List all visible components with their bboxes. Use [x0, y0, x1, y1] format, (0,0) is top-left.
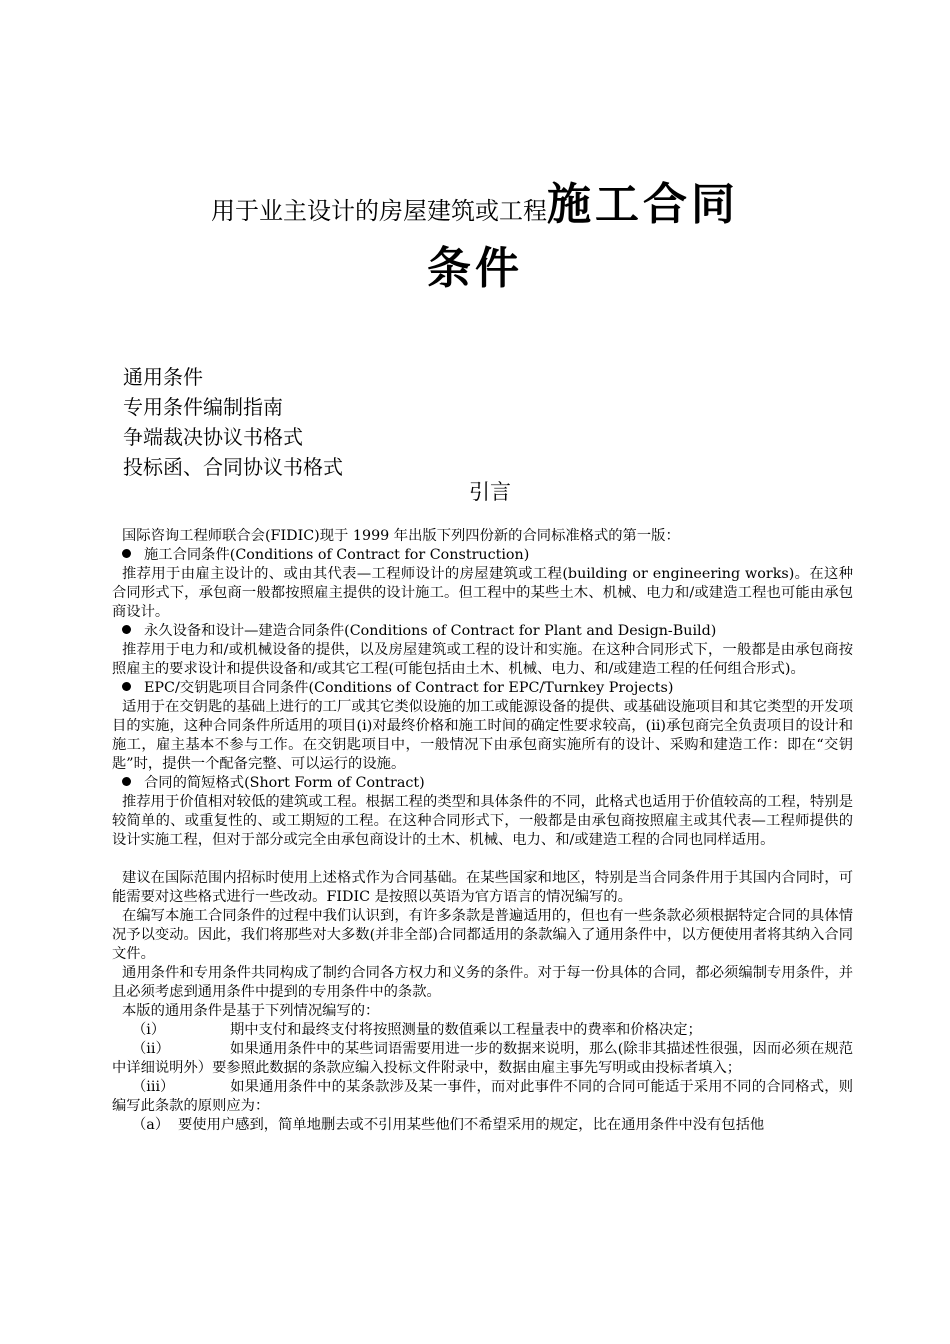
paragraph: 建议在国际范围内招标时使用上述格式作为合同基础。在某些国家和地区，特别是当合同条件用于其国内合同时，可能需要对这些格式进行一些改动。FIDIC 是按照以英语为官方语言的情况编写的。 [112, 870, 853, 905]
intro-heading: 引言 [469, 480, 511, 504]
contents-item: 专用条件编制指南 [123, 395, 283, 419]
list-text: 如果通用条件中的某些词语需要用进一步的数据来说明，那么(除非其描述性很强，因而必须在规范中详细说明外）要参照此数据的条款应编入投标文件附录中，数据由雇主事先写明或由投标者填入； [112, 1041, 853, 1076]
bullet-icon [122, 625, 131, 634]
list-item [112, 1116, 853, 1135]
list-item [112, 1078, 853, 1116]
list-label: （ii） [132, 1041, 170, 1057]
contents-item: 争端裁决协议书格式 [123, 425, 303, 449]
bullet-icon [122, 549, 131, 558]
list-item [112, 1021, 853, 1040]
body-text [112, 527, 853, 1135]
bullet-icon [122, 682, 131, 691]
list-label: （i） [132, 1022, 166, 1038]
paragraph: 在编写本施工合同条件的过程中我们认识到，有许多条款是普遍适用的，但也有一些条款必须根据特定合同的具体情况予以变动。因此，我们将那些对大多数(并非全部)合同都适用的条款编入了通用条件中，以方便使用者将其纳入合同文件。 [112, 908, 853, 962]
blank-line [112, 850, 853, 869]
bullet-text: EPC/交钥匙项目合同条件(Conditions of Contract for EPC/Turnkey Projects) [144, 680, 674, 696]
paragraph: 推荐用于价值相对较低的建筑或工程。根据工程的类型和具体条件的不同，此格式也适用于价值较高的工程，特别是较简单的、或重复性的、或工期短的工程。在这种合同形式下，一般都是由承包商按照雇主或其代表—工程师提供的设计实施工程，但对于部分或完全由承包商设计的土木、机械、电力、和/或建造工程的合同也同样适用。 [112, 794, 853, 848]
document-title-line1 [0, 168, 950, 232]
list-label: （a） [132, 1117, 170, 1133]
title-subtitle: 用于业主设计的房屋建筑或工程 [211, 197, 547, 225]
bullet-text: 施工合同条件(Conditions of Contract for Construction) [144, 547, 530, 563]
bullet-item [112, 774, 853, 793]
list-item [112, 1040, 853, 1078]
paragraph: 国际咨询工程师联合会(FIDIC)现于 1999 年出版下列四份新的合同标准格式的第一版： [122, 528, 680, 544]
list-text: 如果通用条件中的某条款涉及某一事件，而对此事件不同的合同可能适于采用不同的合同格式，则编写此条款的原则应为： [112, 1079, 853, 1114]
contents-item: 通用条件 [123, 365, 203, 389]
bullet-icon [122, 777, 131, 786]
document-title-line2: 条件 [427, 243, 523, 294]
bullet-item [112, 679, 853, 698]
bullet-item [112, 546, 853, 565]
contents-list [123, 362, 343, 482]
title-main: 施工合同 [547, 179, 739, 230]
bullet-item [112, 622, 853, 641]
list-text: 期中支付和最终支付将按照测量的数值乘以工程量表中的费率和价格决定； [230, 1022, 702, 1038]
list-text: 要使用户感到，简单地删去或不引用某些他们不希望采用的规定，比在通用条件中没有包括他 [178, 1117, 765, 1133]
paragraph: 推荐用于由雇主设计的、或由其代表—工程师设计的房屋建筑或工程(building or engineering works)。在这种合同形式下，承包商一般都按照雇主提供的设计施工。但工程中的某些土木、机械、电力和/或建造工程也可能由承包商设计。 [112, 566, 853, 620]
list-label: （iii） [132, 1079, 175, 1095]
contents-item: 投标函、合同协议书格式 [123, 455, 343, 479]
bullet-text: 永久设备和设计—建造合同条件(Conditions of Contract for Plant and Design-Build) [144, 623, 717, 639]
paragraph: 通用条件和专用条件共同构成了制约合同各方权力和义务的条件。对于每一份具体的合同，都必须编制专用条件，并且必须考虑到通用条件中提到的专用条件中的条款。 [112, 965, 853, 1000]
paragraph: 本版的通用条件是基于下列情况编写的： [122, 1003, 380, 1019]
paragraph: 推荐用于电力和/或机械设备的提供，以及房屋建筑或工程的设计和实施。在这种合同形式下，一般都是由承包商按照雇主的要求设计和提供设备和/或其它工程(可能包括由土木、机械、电力、和/或建造工程的任何组合形式)。 [112, 642, 853, 677]
bullet-text: 合同的简短格式(Short Form of Contract) [144, 775, 425, 791]
paragraph: 适用于在交钥匙的基础上进行的工厂或其它类似设施的加工或能源设备的提供、或基础设施项目和其它类型的开发项目的实施，这种合同条件所适用的项目(i)对最终价格和施工时间的确定性要求较高，(ii)承包商完全负责项目的设计和施工，雇主基本不参与工作。在交钥匙项目中，一般情况下由承包商实施所有的设计、采购和建造工作：即在“交钥匙”时，提供一个配备完整、可以运行的设施。 [112, 699, 853, 772]
